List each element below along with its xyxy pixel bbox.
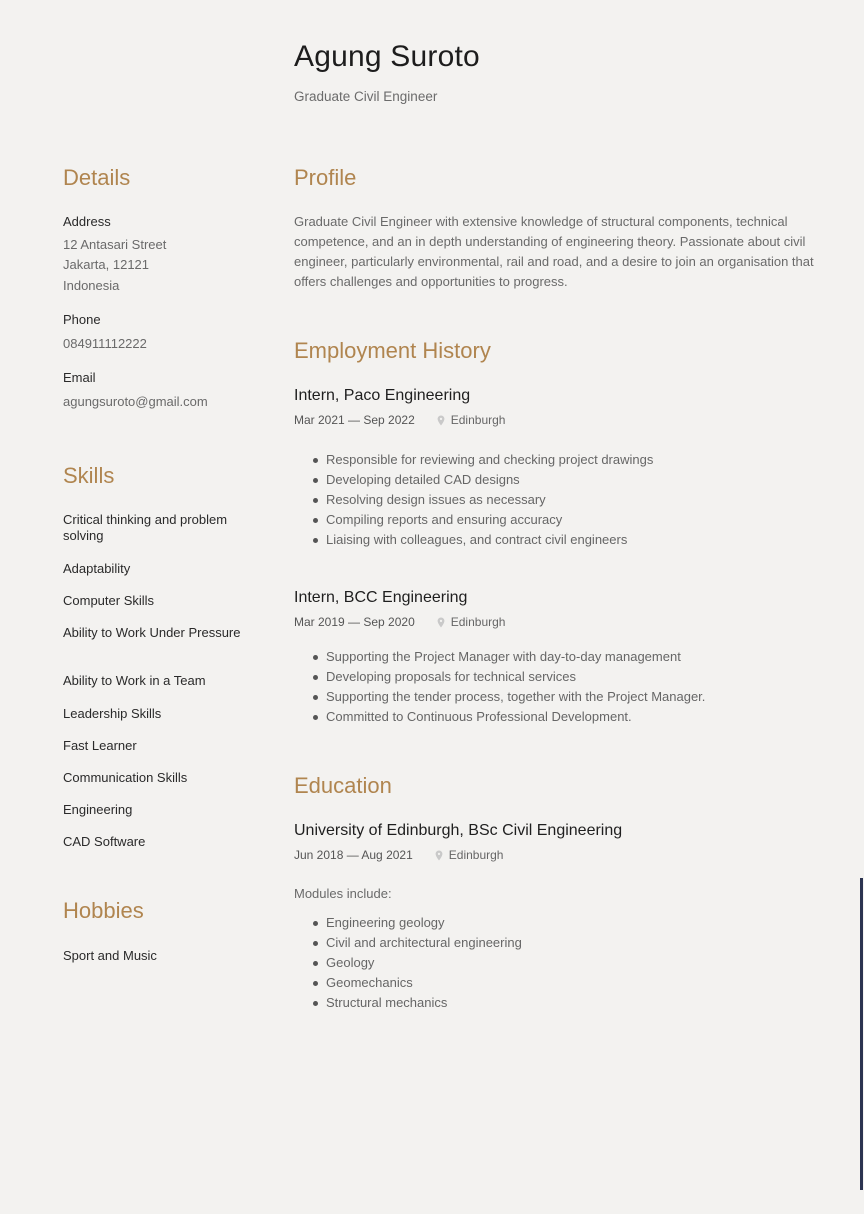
skill-item: Adaptability <box>63 561 131 576</box>
address-line-3: Indonesia <box>63 278 120 293</box>
skill-item: Computer Skills <box>63 593 155 608</box>
profile-text: Graduate Civil Engineer with extensive knowledge of structural components, technical competence, and an in depth understanding of engineering theory. Passionate about civil engineer, particularly environmental, rail and road, and a desire to join an organisation that offers challenges and opportunities to progress. <box>294 214 814 289</box>
job-bullets <box>294 647 705 727</box>
job-dates: Mar 2021 — Sep 2022 <box>294 413 415 427</box>
skill-item: Communication Skills <box>63 770 188 785</box>
candidate-title: Graduate Civil Engineer <box>294 89 438 104</box>
employment-heading: Employment History <box>294 338 491 363</box>
education-heading: Education <box>294 773 392 798</box>
list-item: Developing proposals for technical services <box>294 667 705 687</box>
phone-label: Phone <box>63 312 101 327</box>
job-location: Edinburgh <box>450 413 506 427</box>
candidate-name: Agung Suroto <box>294 40 480 73</box>
address-line-2: Jakarta, 12121 <box>63 257 150 272</box>
phone-value: 084911112222 <box>63 336 147 351</box>
list-item: Resolving design issues as necessary <box>294 490 653 510</box>
skill-item: Engineering <box>63 802 133 817</box>
skill-item: Fast Learner <box>63 738 137 753</box>
list-item: Geomechanics <box>294 973 522 993</box>
education-dates: Jun 2018 — Aug 2021 <box>294 848 413 862</box>
list-item: Geology <box>294 953 522 973</box>
skill-item: Critical thinking and problem solving <box>63 512 228 543</box>
list-item: Civil and architectural engineering <box>294 933 522 953</box>
skill-item: Ability to Work Under Pressure <box>63 625 241 640</box>
hobbies-text: Sport and Music <box>63 948 157 963</box>
list-item: Liaising with colleagues, and contract civil engineers <box>294 530 653 550</box>
list-item: Responsible for reviewing and checking project drawings <box>294 450 653 470</box>
details-heading: Details <box>63 165 131 190</box>
education-meta <box>294 848 503 862</box>
right-edge-bar <box>860 878 863 1190</box>
education-title: University of Edinburgh, BSc Civil Engineering <box>294 822 623 839</box>
map-pin-icon <box>437 415 445 426</box>
modules-intro: Modules include: <box>294 886 392 901</box>
email-value: agungsuroto@gmail.com <box>63 394 208 409</box>
list-item: Structural mechanics <box>294 993 522 1013</box>
job-meta <box>294 413 505 427</box>
job-meta <box>294 615 505 629</box>
address-line-1: 12 Antasari Street <box>63 237 167 252</box>
job-title: Intern, Paco Engineering <box>294 387 471 404</box>
skills-heading: Skills <box>63 463 115 488</box>
email-label: Email <box>63 370 96 385</box>
job-location: Edinburgh <box>450 615 506 629</box>
list-item: Supporting the Project Manager with day-to-day management <box>294 647 705 667</box>
skill-item: Leadership Skills <box>63 706 162 721</box>
job-title: Intern, BCC Engineering <box>294 589 468 606</box>
education-location: Edinburgh <box>448 848 504 862</box>
address-label: Address <box>63 214 111 229</box>
list-item: Supporting the tender process, together with the Project Manager. <box>294 687 705 707</box>
map-pin-icon <box>435 850 443 861</box>
job-dates: Mar 2019 — Sep 2020 <box>294 615 415 629</box>
skill-item: Ability to Work in a Team <box>63 673 206 688</box>
list-item: Committed to Continuous Professional Development. <box>294 707 705 727</box>
list-item: Compiling reports and ensuring accuracy <box>294 510 653 530</box>
skill-item: CAD Software <box>63 834 146 849</box>
list-item: Developing detailed CAD designs <box>294 470 653 490</box>
list-item: Engineering geology <box>294 913 522 933</box>
profile-heading: Profile <box>294 165 357 190</box>
hobbies-heading: Hobbies <box>63 898 144 923</box>
education-bullets <box>294 913 522 1013</box>
job-bullets <box>294 450 653 550</box>
map-pin-icon <box>437 617 445 628</box>
